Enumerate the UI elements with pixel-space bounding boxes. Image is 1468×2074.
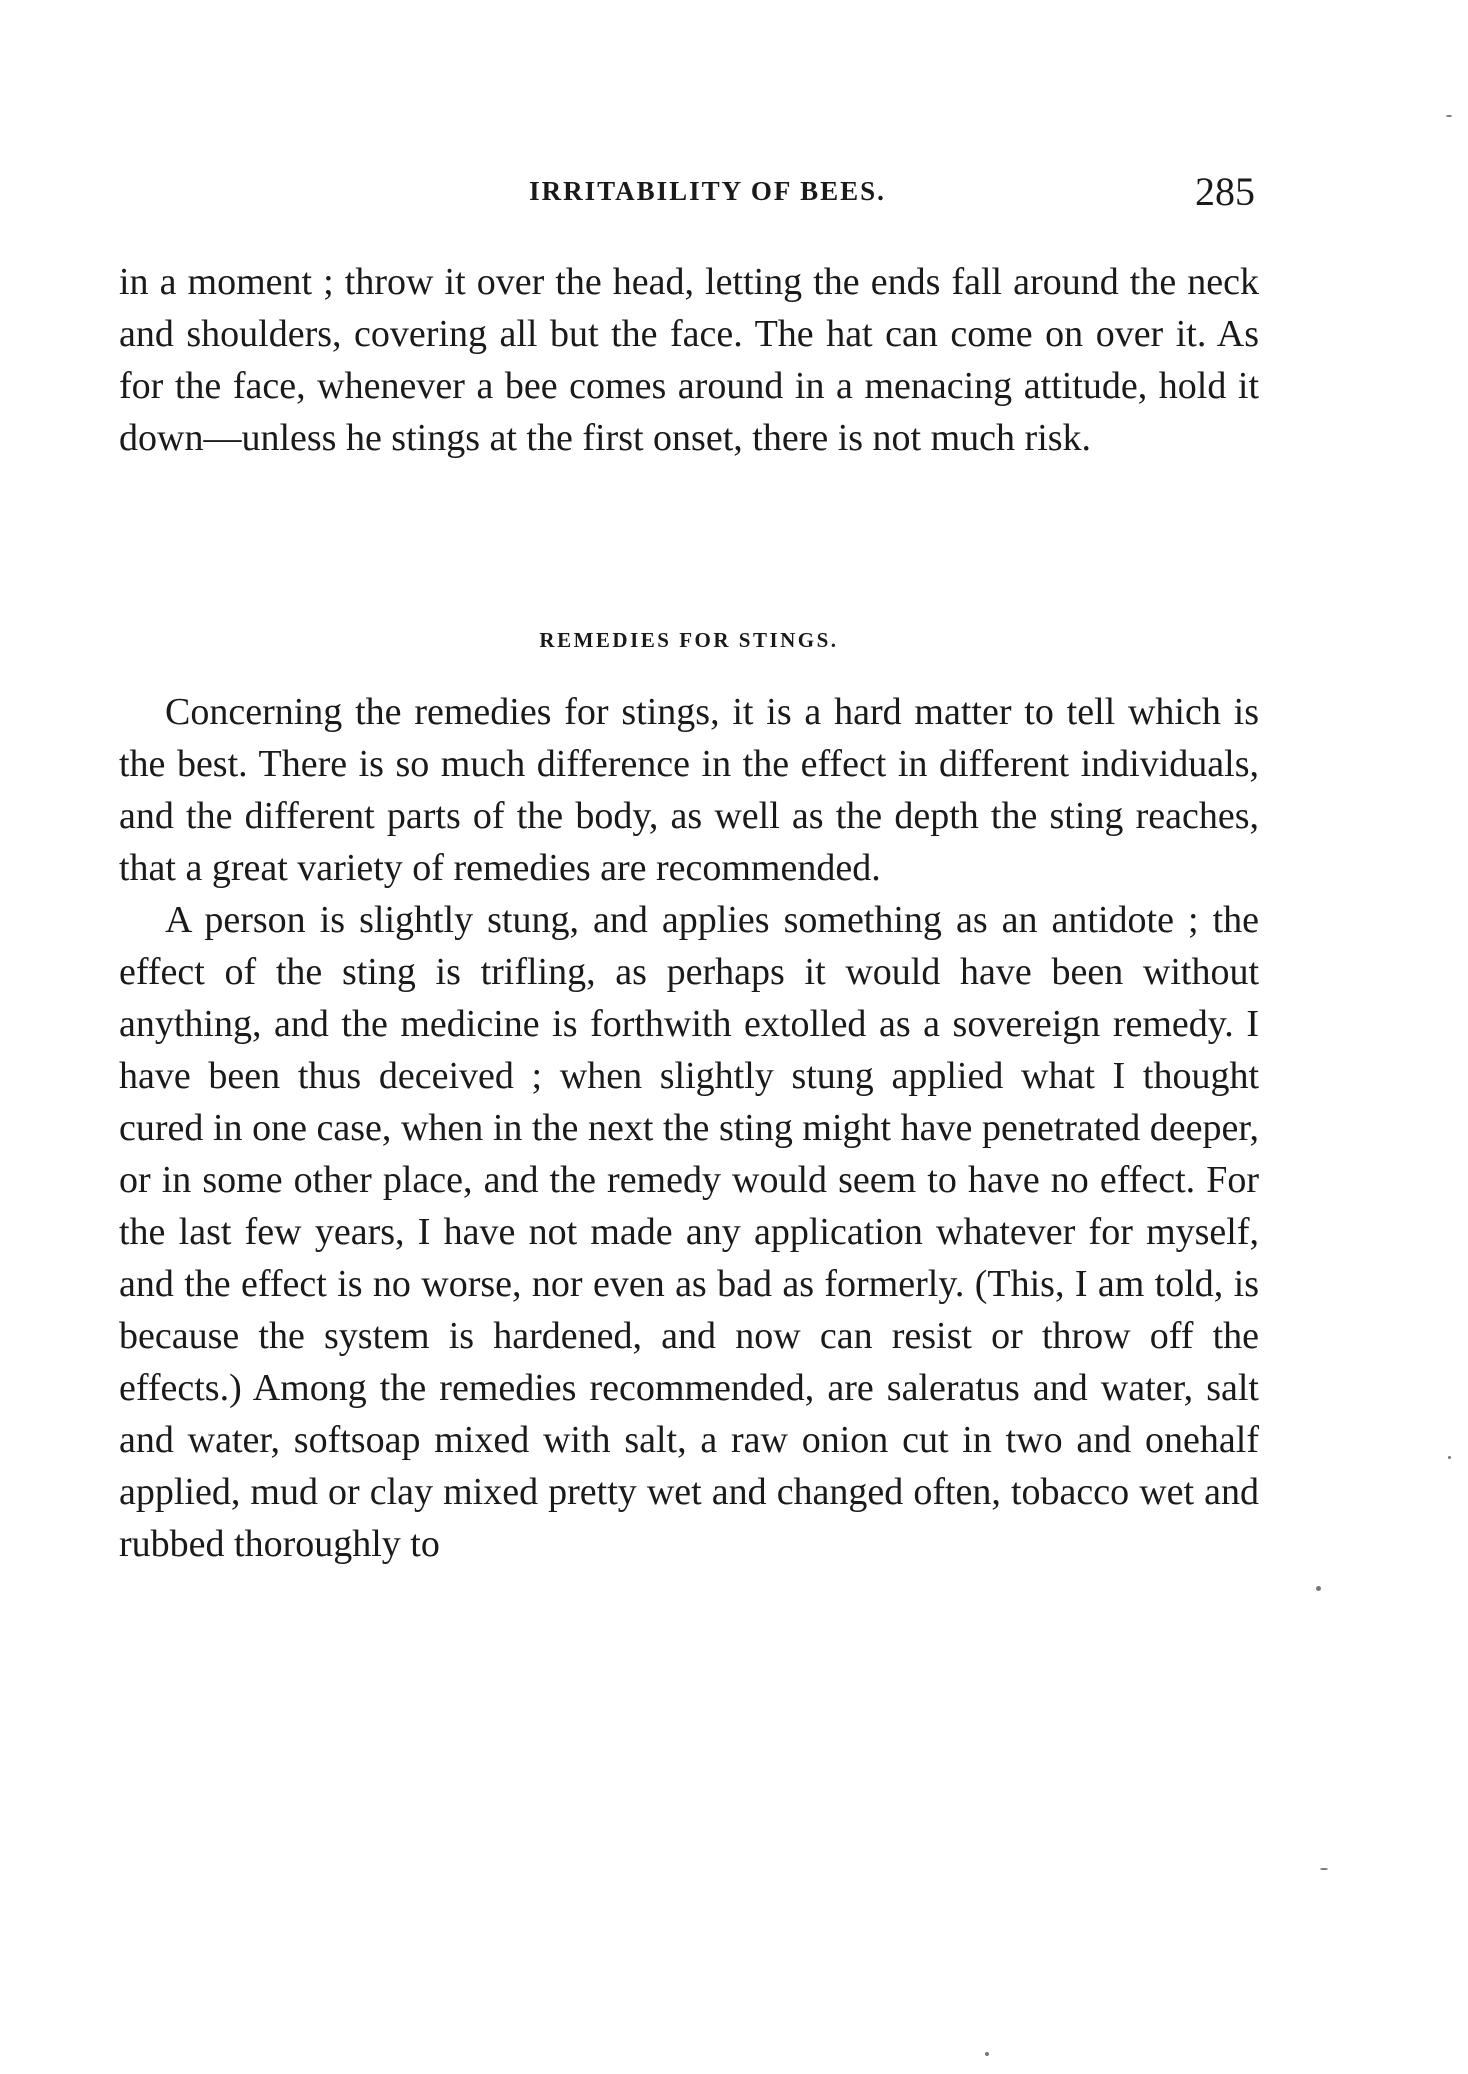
opening-text-block [119,256,1259,464]
scan-speck [1316,1586,1321,1591]
running-title: IRRITABILITY OF BEES. [529,176,886,206]
scan-speck [985,2052,989,2056]
scan-speck [1446,115,1452,117]
paragraph: Concerning the remedies for stings, it is a hard matter to tell which is the best. There is so much difference in the effect in different individuals, and the different parts of the body, as well as the depth the sting reaches, that a great variety of remedies are recommended. [119,691,1259,889]
scan-speck [1320,1868,1328,1870]
page-number: 285 [1195,169,1255,214]
paragraph: A person is slightly stung, and applies something as an antidote ; the effect of the sting is trifling, as perhaps it would have been without anything, and the medicine is forthwith extolled as a sovereign remedy. I have been thus deceived ; when slightly stung applied what I thought cured in one case, when in the next the sting might have penetrated deeper, or in some other place, and the remedy would seem to have no effect. For the last few years, I have not made any application whatever for myself, and the effect is no worse, nor even as bad as formerly. (This, I am told, is because the system is hardened, and now can resist or throw off the effects.) Among the remedies recommended, are saleratus and water, salt and water, softsoap mixed with salt, a raw onion cut in two and onehalf applied, mud or clay mixed pretty wet and changed often, tobacco wet and rubbed thoroughly to [119,899,1259,1565]
section-text-block [119,686,1259,1570]
running-head [120,168,1255,218]
section-heading: REMEDIES FOR STINGS. [539,628,839,652]
opening-paragraph: in a moment ; throw it over the head, letting the ends fall around the neck and shoulders, covering all but the face. The hat can come on over it. As for the face, whenever a bee comes around in a menacing attitude, hold it down—unless he stings at the first onset, there is not much risk. [119,261,1259,459]
scan-speck [1448,1456,1451,1459]
